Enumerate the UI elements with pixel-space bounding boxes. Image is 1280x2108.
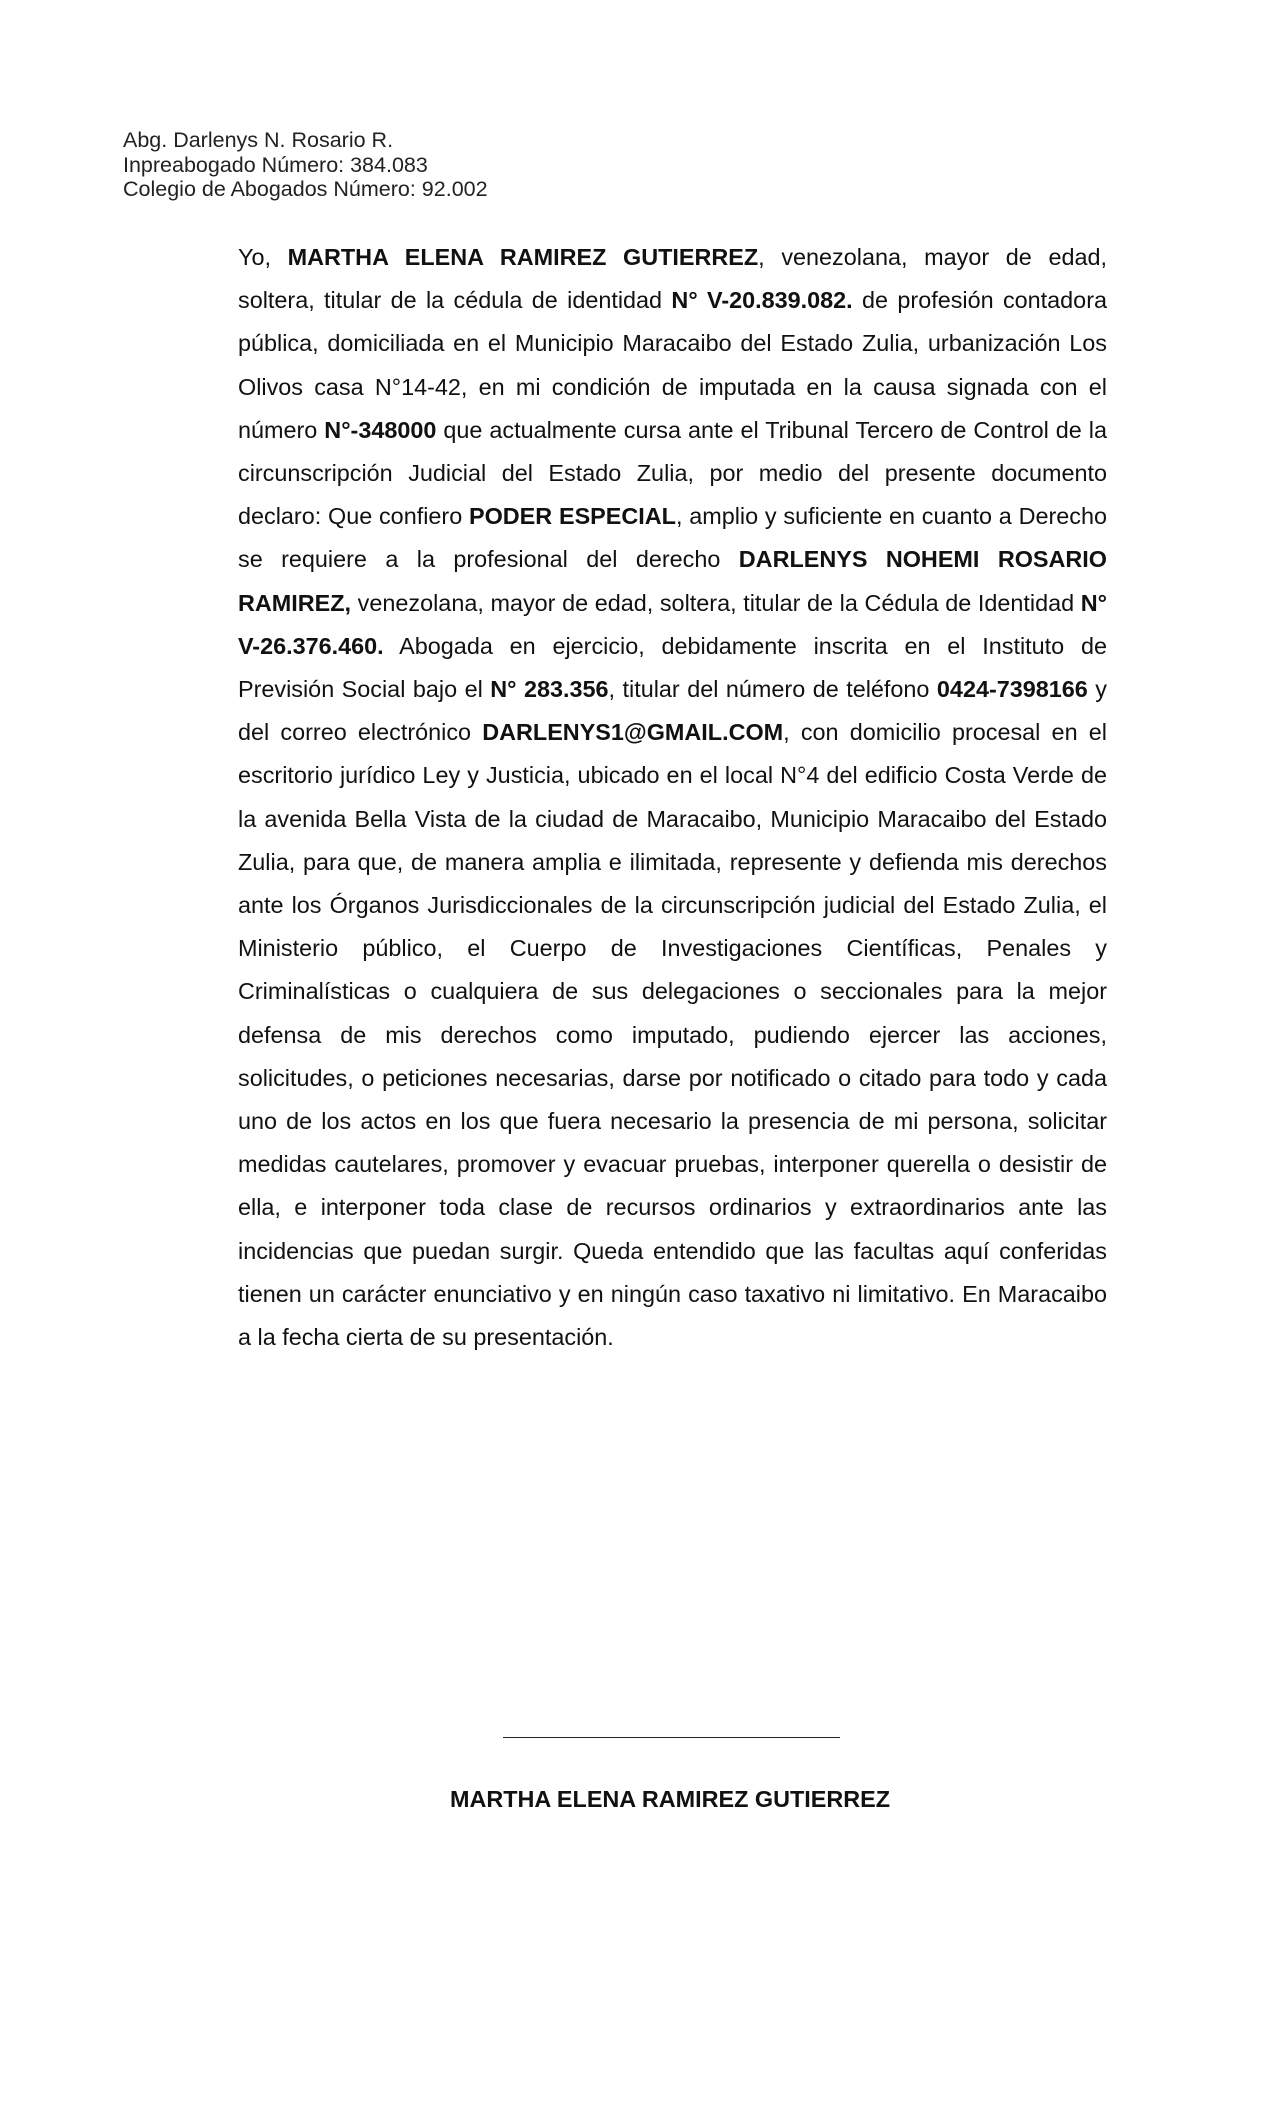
signatory-name: MARTHA ELENA RAMIREZ GUTIERREZ xyxy=(449,1786,891,1812)
text-segment: , con domicilio procesal en el escritorio jurídico Ley y Justicia, ubicado en el local N°4 del edificio Costa Verde de la avenida Bella Vista de la ciudad de Maracaibo, Municipio Maracaibo del Estado Zulia, para que, de manera amplia e ilimitada, represente y defienda mis derechos ante los Órganos Jurisdiccionales de la circunscripción judicial del Estado Zulia, el Ministerio público, el Cuerpo de Investigaciones Científicas, Penales y Criminalísticas o cualquiera de sus delegaciones o seccionales para la mejor defensa de mis derechos como imputado, pudiendo ejercer las acciones, solicitudes, o peticiones necesarias, darse por notificado o citado para todo y cada uno de los actos en los que fuera necesario la presencia de mi persona, solicitar medidas cautelares, promover y evacuar pruebas, interponer querella o desistir de ella, e interponer toda clase de recursos ordinarios y extraordinarios ante las incidencias que puedan surgir. Queda entendido que las facultas aquí conferidas tienen un carácter enunciativo y en ningún caso taxativo ni limitativo. En Maracaibo a la fecha cierta de su presentación. xyxy=(238,719,1107,1351)
lawyer-name: Abg. Darlenys N. Rosario R. xyxy=(123,128,394,152)
text-segment: , venezolana, mayor de edad, soltera, titular de la cédula de identidad xyxy=(238,244,1107,314)
text-segment: que actualmente cursa ante el Tribunal Tercero de Control de la circunscripción Judicial del Estado Zulia, por medio del presente documento declaro: Que confiero xyxy=(238,416,1107,530)
power-type: PODER ESPECIAL xyxy=(469,503,676,530)
text-segment: venezolana, mayor de edad, soltera, titular de la Cédula de Identidad xyxy=(351,589,1081,616)
letterhead xyxy=(123,128,488,202)
email-address: DARLENYS1@GMAIL.COM xyxy=(482,719,784,746)
attorney-id-number: N° V-26.376.460. xyxy=(238,589,1107,659)
power-of-attorney-paragraph xyxy=(238,236,1107,1359)
case-number: N°-348000 xyxy=(324,416,437,443)
signature-line xyxy=(503,1737,840,1738)
bar-association-number: Colegio de Abogados Número: 92.002 xyxy=(123,177,488,201)
phone-number: 0424-7398166 xyxy=(936,676,1088,703)
ipsa-number: N° 283.356 xyxy=(490,676,609,703)
inpreabogado-number: Inpreabogado Número: 384.083 xyxy=(123,152,428,177)
text-segment: Yo, xyxy=(238,244,288,270)
attorney-name: DARLENYS NOHEMI ROSARIO RAMIREZ, xyxy=(238,546,1107,616)
grantor-id-number: N° V-20.839.082. xyxy=(671,287,853,314)
text-segment: de profesión contadora pública, domiciliada en el Municipio Maracaibo del Estado Zulia, urbanización Los Olivos casa N°14-42, en mi condición de imputada en la causa signada con el número xyxy=(238,287,1107,443)
text-segment: , amplio y suficiente en cuanto a Derecho se requiere a la profesional del derecho xyxy=(238,503,1108,573)
text-segment: y del correo electrónico xyxy=(238,676,1107,746)
text-segment: , titular del número de teléfono xyxy=(608,676,937,703)
text-segment: Abogada en ejercicio, debidamente inscrita en el Instituto de Previsión Social bajo el xyxy=(238,632,1107,703)
grantor-name: MARTHA ELENA RAMIREZ GUTIERREZ xyxy=(287,244,759,270)
